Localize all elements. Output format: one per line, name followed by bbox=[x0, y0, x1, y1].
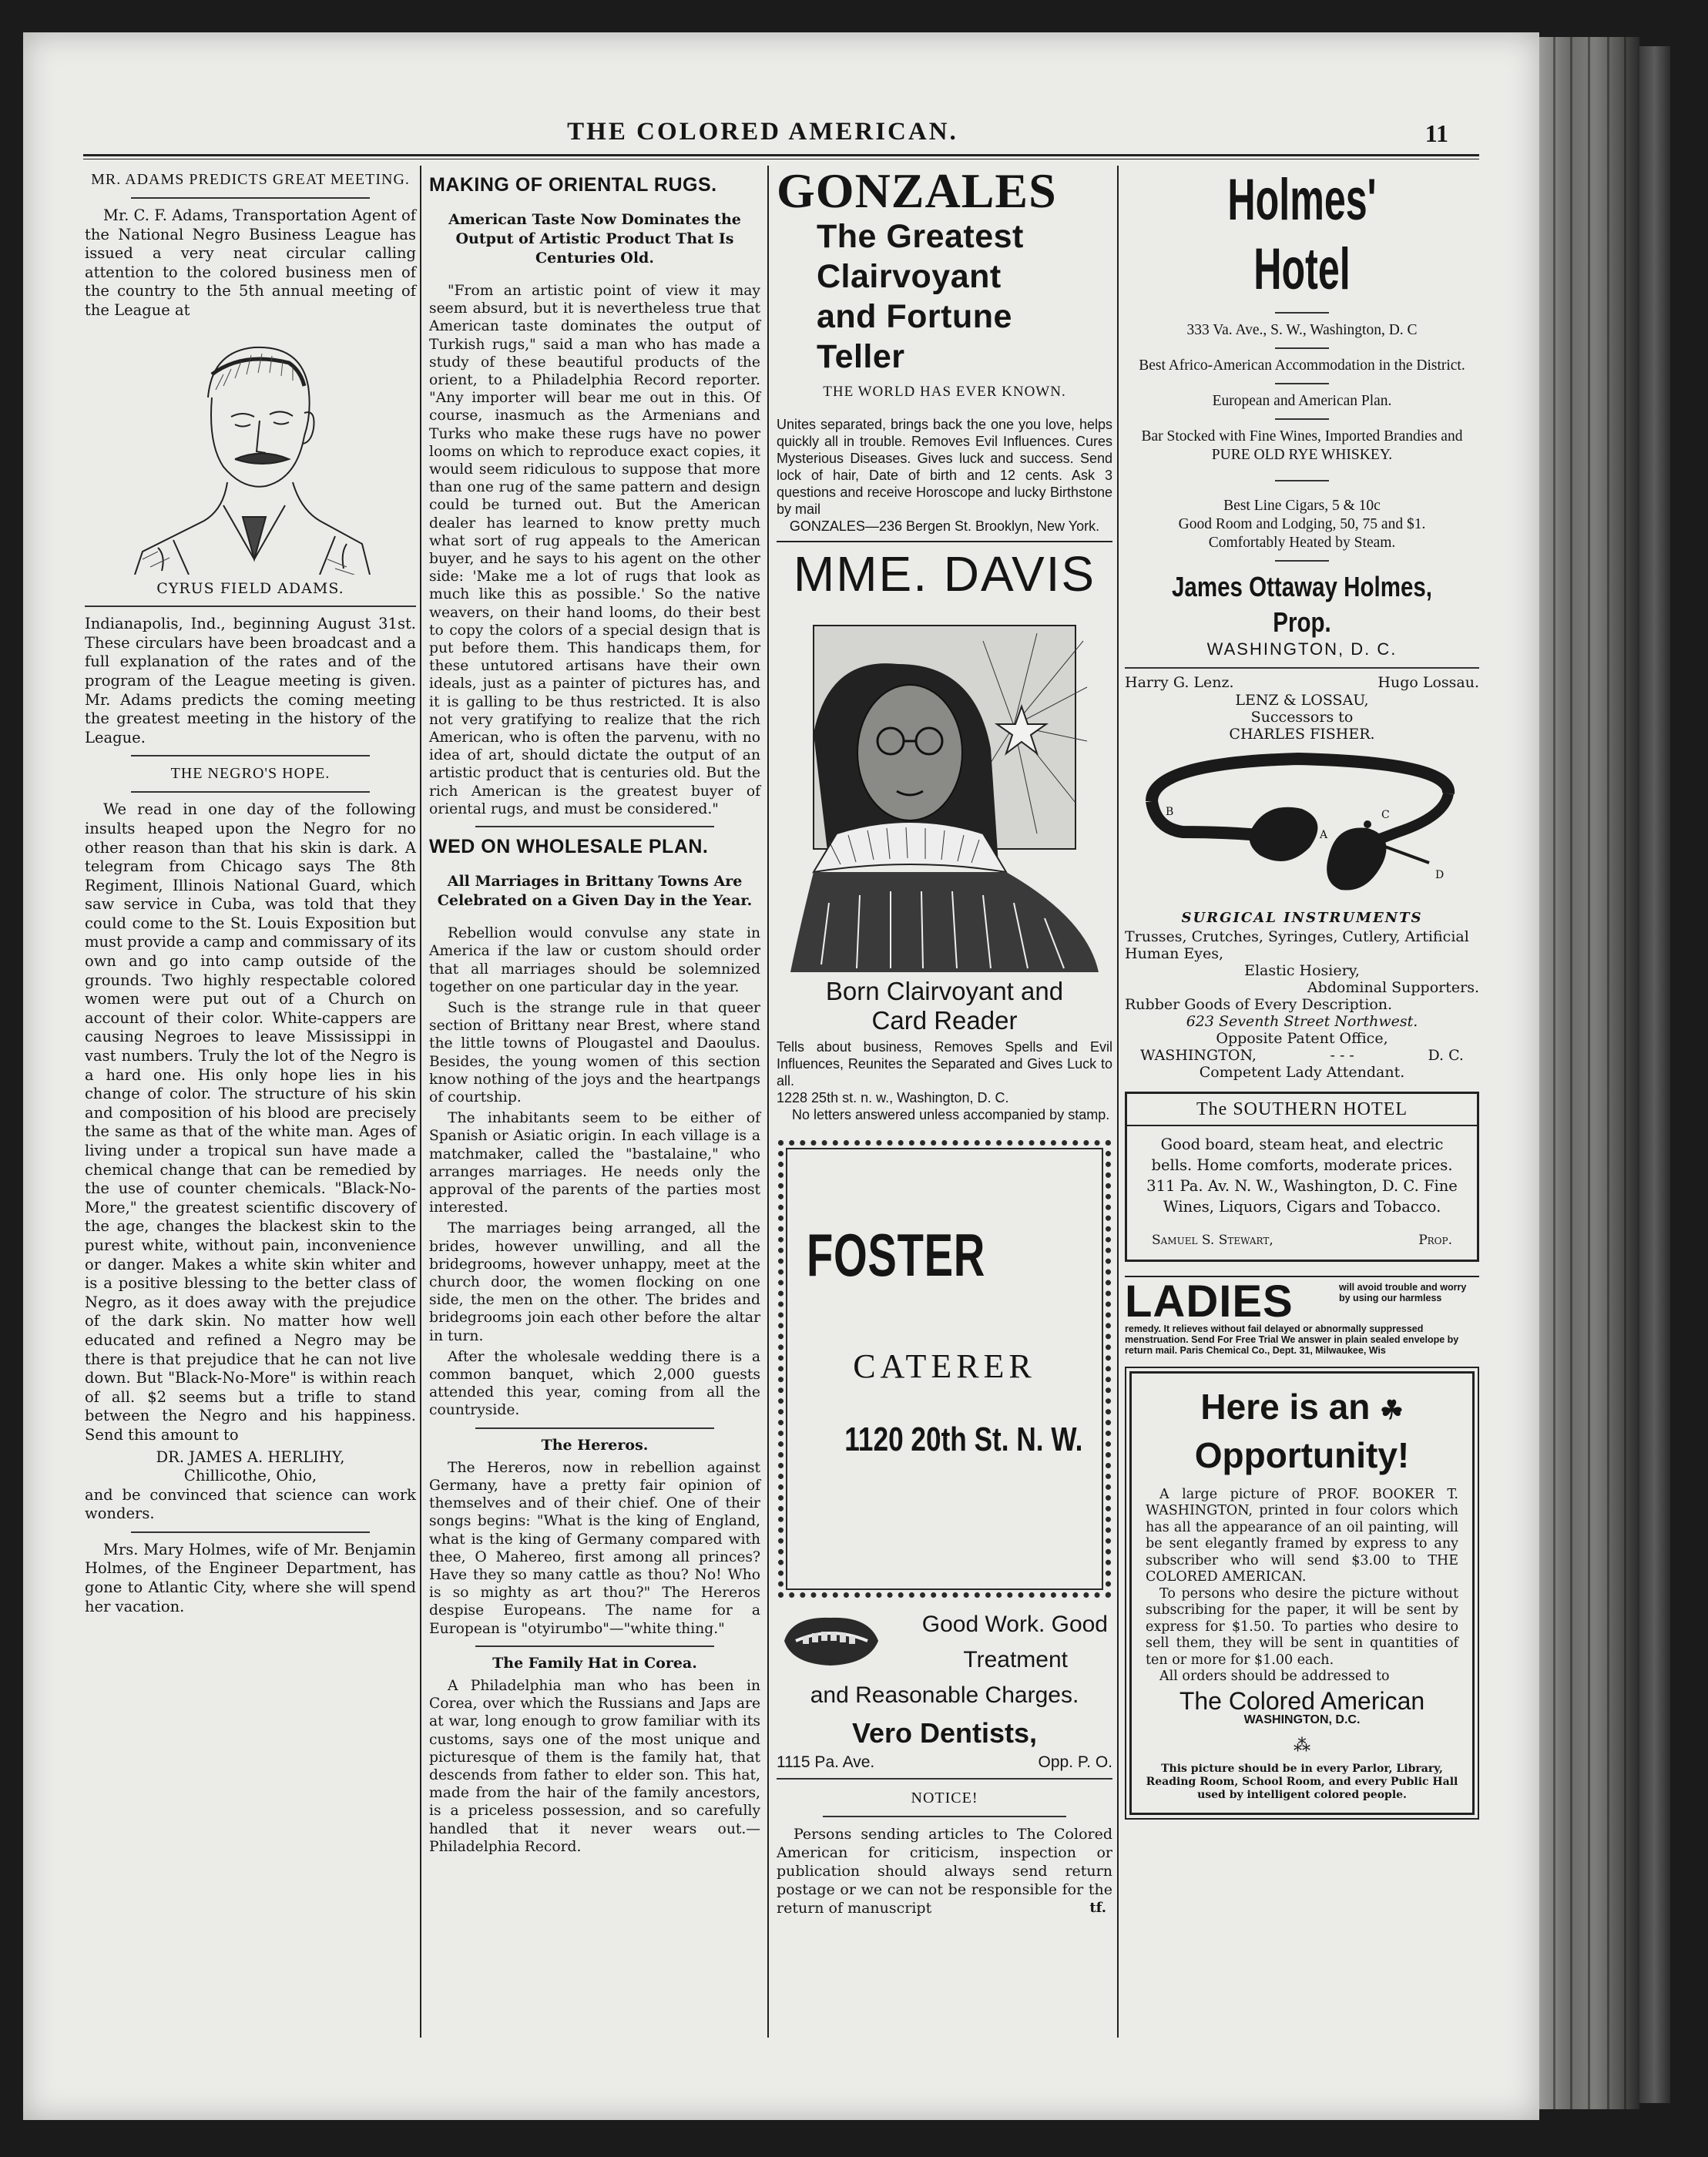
truss-label-a: A bbox=[1320, 829, 1328, 842]
gonzales-address: GONZALES—236 Bergen St. Brooklyn, New York. bbox=[789, 518, 1100, 534]
family-hat-paragraph: A Philadelphia man who has been in Corea, over which the Russians and Japs are at war, long enough to grow familiar with its customs, says one of the most unique and picturesque of them is the family hat, that descends from father to elder son. This hat, made from the hair of the family ancestors, is a priceless possession, and so carefully handled that it never wears out.—Philadelphia Record. bbox=[429, 1678, 760, 1855]
wedding-paragraph-3: The inhabitants seem to be either of Spanish or Asiatic origin. In each village is a matchmaker, called the "bastalaine," who arranges marriages. He needs only the approval of the parents of the parties most interested. bbox=[429, 1110, 760, 1216]
gonzales-tagline-2: Clairvoyant bbox=[817, 258, 1002, 295]
column-3 bbox=[777, 163, 1112, 1917]
page-stack-edge bbox=[1539, 37, 1639, 2109]
opportunity-paragraph-1: A large picture of PROF. BOOKER T. WASHINGTON, printed in four colors which has all the appearance of an oil painting, will be sent elegantly framed by express to any subscriber who will send $3.00 to THE COLORED AMERICAN. bbox=[1146, 1486, 1458, 1585]
davis-address: 1228 25th st. n. w., Washington, D. C. bbox=[777, 1089, 1009, 1105]
southern-hotel-prop: Prop. bbox=[1418, 1233, 1452, 1249]
rugs-headline: MAKING OF ORIENTAL RUGS. bbox=[429, 174, 717, 196]
southern-hotel-body: Good board, steam heat, and electric bells. Home comforts, moderate prices. 311 Pa. Av. N. W., Washington, D. C. Fine Wines, Liquors, Cigars and Tobacco. bbox=[1146, 1136, 1458, 1216]
column-1 bbox=[85, 166, 416, 1619]
opportunity-city: WASHINGTON, D.C. bbox=[1243, 1713, 1361, 1726]
lenz-left-name: Harry G. Lenz. bbox=[1125, 673, 1234, 691]
holmes-line-6: Good Room and Lodging, 50, 75 and $1. bbox=[1178, 516, 1426, 532]
davis-body: Tells about business, Removes Spells and Evil Influences, Reunites the Separated and Gives Luck to all. bbox=[777, 1038, 1112, 1089]
holmes-line-2: European and American Plan. bbox=[1212, 393, 1392, 409]
gonzales-tagline-1: The Greatest bbox=[817, 218, 1024, 255]
rugs-paragraph: "From an artistic point of view it may seem absurd, but it is nevertheless true that American taste dominates the output of Turkish rugs," said a man who has made a study of these beautiful products of the orient, to a Philadelphia Record reporter. "Any importer will bear me out in this. Of course, inasmuch as the Armenians and Turks who make these rugs have no power looms on which to reproduce exact copies, it would seem ridiculous to suppose that more than one rug of the same pattern and design could be turned out. But the American dealer has learned to know pretty much what sort of rug appeals to the American buyer, and he says to his agent on the other side: 'Make me a lot of rugs that look as much like this as possible.' So the native weavers, on their hand looms, do their best to copy the colors of a special design that is put before them. This handicaps them, for these untutored artisans have their own ideals, just as a painter of pictures has, and it is galling to be thus restricted. It is also not very gratifying to realize that the rich American, who is often the parvenu, with no idea of art, should dictate the output of an artistic product that is centuries old. But the rich American is the greatest buyer of oriental rugs, and must be considered." bbox=[429, 283, 760, 817]
surgical-city: WASHINGTON, bbox=[1140, 1046, 1257, 1064]
adams-paragraph-2: Indianapolis, Ind., beginning August 31st. These circulars have been broadcast and a full explanation of the rates and of the program of the League meeting is given. Mr. Adams predicts the coming meeting the greatest meeting in the history of the League. bbox=[85, 615, 416, 746]
surgical-dashes: - - - bbox=[1330, 1046, 1354, 1064]
ladies-headline: LADIES bbox=[1125, 1276, 1294, 1327]
truss-illustration bbox=[1136, 747, 1468, 901]
opportunity-line-2: Opportunity! bbox=[1194, 1434, 1410, 1475]
wedding-paragraph-5: After the wholesale wedding there is a common banquet, which 2,000 guests attended this year, coming from all the countryside. bbox=[429, 1348, 760, 1419]
negro-hope-ending: and be convinced that science can work wonders. bbox=[85, 1485, 416, 1523]
davis-note: No letters answered unless accompanied by stamp. bbox=[792, 1106, 1110, 1122]
lenz-fisher: CHARLES FISHER. bbox=[1229, 726, 1375, 743]
wedding-deck: All Marriages in Brittany Towns Are Celebrated on a Given Day in the Year. bbox=[437, 873, 753, 910]
holmes-vacation-note: Mrs. Mary Holmes, wife of Mr. Benjamin Holmes, of the Engineer Department, has gone to Atlantic City, where she will spend her vacation. bbox=[85, 1540, 416, 1615]
lenz-successors: Successors to bbox=[1250, 709, 1354, 726]
surgical-line-1: Trusses, Crutches, Syringes, Cutlery, Artificial Human Eyes, bbox=[1125, 928, 1469, 962]
opportunity-ad bbox=[1129, 1371, 1475, 1815]
surgical-state: D. C. bbox=[1428, 1046, 1464, 1064]
wedding-paragraph-2: Such is the strange rule in that queer section of Brittany near Brest, where stand the little towns of Plougastel and Daoulus. Besides, the young women of this section know nothing of the joys and the heartpangs of courtship. bbox=[429, 999, 760, 1105]
southern-hotel-name: The SOUTHERN HOTEL bbox=[1127, 1100, 1477, 1127]
holmes-line-1: Best Africo-American Accommodation in the District. bbox=[1139, 357, 1465, 374]
adams-paragraph-1: Mr. C. F. Adams, Transportation Agent of the National Negro Business League has issued a very neat circular calling attention to the colored business men of the country to the 5th annual meeting of the League at bbox=[85, 206, 416, 319]
herlihy-city: Chillicothe, Ohio, bbox=[183, 1467, 317, 1485]
column-rule bbox=[1117, 166, 1119, 2038]
surgical-line-6: Opposite Patent Office, bbox=[1216, 1029, 1388, 1047]
truss-label-d: D bbox=[1435, 869, 1445, 882]
truss-label-b: B bbox=[1166, 806, 1174, 819]
dentures-icon bbox=[777, 1610, 884, 1672]
vero-line-3: and Reasonable Charges. bbox=[810, 1682, 1079, 1708]
masthead-rule bbox=[83, 154, 1479, 156]
opportunity-paragraph-2: To persons who desire the picture without subscribing for the paper, it will be sent by express for $1.50. To parties who desire to sell them, they will be sent in quantities of ten or more for $1.00 each. bbox=[1146, 1585, 1458, 1668]
holmes-hotel-address: 333 Va. Ave., S. W., Washington, D. C bbox=[1186, 322, 1418, 338]
gonzales-body: Unites separated, brings back the one you love, helps quickly all in trouble. Removes Evil Influences. Cures Mysterious Diseases. Gives luck and success. Send lock of hair, Date of birth and 12 cents. Ask 3 questions and receive Horoscope and lucky Birthstone by mail bbox=[777, 416, 1112, 517]
holmes-line-5: Best Line Cigars, 5 & 10c bbox=[1223, 498, 1381, 514]
wedding-paragraph-4: The marriages being arranged, all the brides, however unwilling, and all the bridegrooms, however unhappy, meet at the church door, the women flocking on one side, the men on the other. The brides and bridegrooms join each other before the altar in turn. bbox=[429, 1220, 760, 1344]
truss-label-c: C bbox=[1381, 809, 1390, 822]
page-number: 11 bbox=[1424, 119, 1448, 147]
clover-ornament-icon: ☘ bbox=[1380, 1395, 1404, 1425]
family-hat-headline: The Family Hat in Corea. bbox=[492, 1654, 697, 1672]
lenz-right-name: Hugo Lossau. bbox=[1377, 673, 1479, 691]
gonzales-ad bbox=[777, 163, 1112, 535]
mme-davis-portrait bbox=[783, 610, 1106, 972]
surgical-line-3: Abdominal Supporters. bbox=[1307, 978, 1479, 996]
cyrus-field-adams-portrait bbox=[127, 328, 374, 575]
notice-signature: tf. bbox=[1089, 1899, 1106, 1916]
vero-opposite: Opp. P. O. bbox=[1038, 1753, 1112, 1771]
surgical-heading: SURGICAL INSTRUMENTS bbox=[1181, 910, 1423, 927]
vero-dentists-ad bbox=[777, 1607, 1112, 1773]
davis-subtitle-1: Born Clairvoyant and bbox=[825, 976, 1064, 1005]
vero-line-1: Good Work. Good bbox=[921, 1611, 1108, 1637]
ladies-side-text: will avoid trouble and worry by using our harmless bbox=[1339, 1281, 1467, 1303]
herlihy-name: DR. JAMES A. HERLIHY, bbox=[156, 1448, 345, 1466]
gonzales-world: THE WORLD HAS EVER KNOWN. bbox=[823, 384, 1066, 400]
foster-address: 1120 20th St. N. W. bbox=[844, 1420, 1082, 1458]
vero-line-2: Treatment bbox=[963, 1646, 1068, 1672]
opportunity-line-1: Here is an bbox=[1200, 1386, 1371, 1427]
notice-body: Persons sending articles to The Colored American for criticism, inspection or publication should always send return postage or we can not be responsible for the return of manuscript bbox=[777, 1825, 1112, 1917]
masthead bbox=[46, 112, 1479, 158]
hereros-paragraph: The Hereros, now in rebellion against Germany, have a pretty fair opinion of themselves and of their chief. One of their songs begins: "What is the king of England, what is the king of Germany compared with thee, O Mahereo, first among all princes? Have they so many cattle as thou? No! Who is so mighty as art thou?" The Hereros despise Europeans. The name for a European is "otyirumbo"—"white thing." bbox=[429, 1459, 760, 1637]
opportunity-ornament: ⁂ bbox=[1294, 1736, 1310, 1756]
vero-address: 1115 Pa. Ave. bbox=[777, 1753, 875, 1771]
column-rule bbox=[420, 166, 421, 2038]
portrait-caption: CYRUS FIELD ADAMS. bbox=[156, 579, 344, 597]
column-4 bbox=[1125, 166, 1479, 1815]
masthead-title: THE COLORED AMERICAN. bbox=[567, 118, 958, 146]
foster-caterer-ad bbox=[778, 1140, 1111, 1598]
wedding-headline: WED ON WHOLESALE PLAN. bbox=[429, 836, 709, 858]
opportunity-note: This picture should be in every Parlor, Library, Reading Room, School Room, and every Public Hall used by intelligent colored people. bbox=[1146, 1762, 1458, 1801]
holmes-proprietor: James Ottaway Holmes, Prop. bbox=[1171, 571, 1432, 638]
column-rule bbox=[767, 166, 769, 2038]
rugs-deck: American Taste Now Dominates the Output of Artistic Product That Is Centuries Old. bbox=[448, 211, 741, 267]
gonzales-tagline-3: and Fortune bbox=[817, 298, 1012, 335]
holmes-hotel-ad bbox=[1125, 166, 1479, 659]
adams-headline: MR. ADAMS PREDICTS GREAT MEETING. bbox=[91, 171, 410, 188]
holmes-line-3: Bar Stocked with Fine Wines, Imported Brandies and bbox=[1141, 428, 1463, 444]
surgical-line-8: Competent Lady Attendant. bbox=[1199, 1063, 1405, 1081]
southern-hotel-owner: Samuel S. Stewart, bbox=[1152, 1233, 1273, 1249]
opportunity-publisher: The Colored American bbox=[1179, 1686, 1425, 1715]
gonzales-name: GONZALES bbox=[777, 163, 1057, 218]
notice-headline: NOTICE! bbox=[911, 1790, 978, 1807]
ladies-remedy-ad bbox=[1125, 1276, 1479, 1356]
opportunity-paragraph-3: All orders should be addressed to bbox=[1159, 1669, 1390, 1685]
hereros-headline: The Hereros. bbox=[541, 1436, 649, 1454]
vero-name: Vero Dentists, bbox=[851, 1716, 1038, 1749]
foster-trade: CATERER bbox=[853, 1347, 1036, 1385]
surgical-line-4: Rubber Goods of Every Description. bbox=[1125, 995, 1393, 1013]
lenz-firm: LENZ & LOSSAU, bbox=[1235, 692, 1369, 709]
negro-hope-paragraph: We read in one day of the following insults heaped upon the Negro for no other reason than that his skin is dark. A telegram from Chicago says The 8th Regiment, Illinois National Guard, which saw service in Cuba, was told that they could come to the St. Louis Exposition but must provide a camp and commissary of its own and go into camp outside of the grounds. Two highly respectable colored women were put out of a Church on account of their color. White-cappers are causing Negroes to leave Mississippi in vast numbers. Truly the lot of the Negro is a hard one. His only hope lies in his change of color. The structure of his skin and composition of his blood are precisely the same as that of the white man. Ages of living under a tropical sun have made a chemical change that can be remedied by the use of counter chemicals. "Black-No-More," the greatest scientific discovery of the age, changes the blackest skin to the purest white, without pain, inconvenience or danger. Makes a white skin whiter and is a positive blessing to the better class of Negro, as it does away with the prejudice of the dark skin. No matter how well educated and refined a Negro may be there is that prejudice that he can not live down. But "Black-No-More" is within reach of all. $2 seems but a trifle to stand between the Negro and his happiness. Send this amount to bbox=[85, 800, 416, 1444]
southern-hotel-ad bbox=[1125, 1092, 1479, 1262]
holmes-line-4: PURE OLD RYE WHISKEY. bbox=[1211, 447, 1393, 463]
holmes-city: WASHINGTON, D. C. bbox=[1206, 639, 1398, 659]
surgical-line-2: Elastic Hosiery, bbox=[1244, 961, 1360, 979]
davis-subtitle-2: Card Reader bbox=[871, 1005, 1018, 1035]
foster-name: FOSTER bbox=[807, 1220, 986, 1289]
surgical-line-5: 623 Seventh Street Northwest. bbox=[1186, 1012, 1418, 1030]
holmes-hotel-name: Holmes' Hotel bbox=[1227, 167, 1377, 302]
negro-hope-headline: THE NEGRO'S HOPE. bbox=[170, 765, 331, 783]
column-2 bbox=[429, 166, 760, 1859]
gonzales-tagline-4: Teller bbox=[817, 338, 905, 375]
holmes-line-7: Comfortably Heated by Steam. bbox=[1208, 535, 1396, 551]
davis-name: MME. DAVIS bbox=[777, 541, 1112, 602]
ladies-body: remedy. It relieves without fail delayed or abnormally suppressed menstruation. Send For Free Trial We answer in plain sealed envelope by return mail. Paris Chemical Co., Dept. 31, Milwaukee, Wis bbox=[1125, 1323, 1459, 1356]
wedding-paragraph-1: Rebellion would convulse any state in America if the law or custom should order that all marriages should be solemnized together on one particular day in the year. bbox=[429, 925, 760, 995]
binding-edge bbox=[1639, 46, 1670, 2103]
